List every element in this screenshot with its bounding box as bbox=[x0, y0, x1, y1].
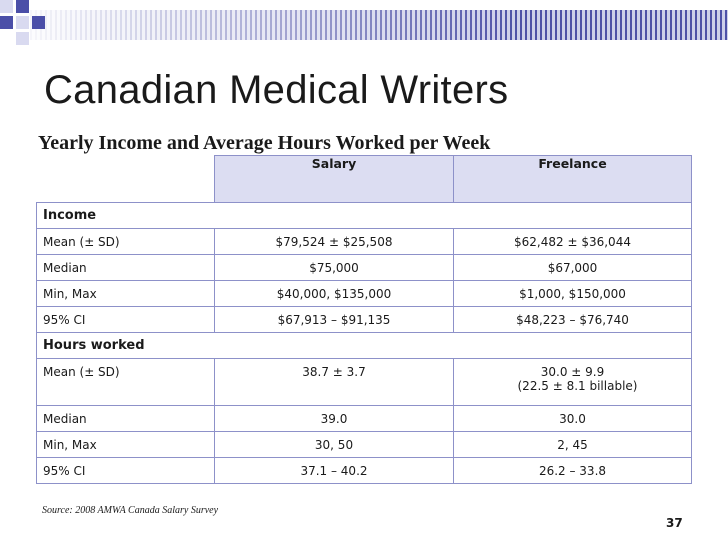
salary-cell: 38.7 ± 3.7 bbox=[215, 359, 454, 406]
header-blank-cell bbox=[37, 156, 215, 203]
column-header-salary: Salary bbox=[215, 156, 454, 203]
salary-cell: $75,000 bbox=[215, 255, 454, 281]
freelance-cell: $48,223 – $76,740 bbox=[454, 307, 692, 333]
table-row bbox=[37, 432, 692, 458]
decorative-top-stripe bbox=[30, 10, 728, 40]
table-row bbox=[37, 406, 692, 432]
row-label: Min, Max bbox=[37, 432, 215, 458]
freelance-value: 30.0 ± 9.9 bbox=[540, 365, 605, 379]
freelance-billable-note: (22.5 ± 8.1 billable) bbox=[517, 379, 638, 393]
row-label: Min, Max bbox=[37, 281, 215, 307]
table-row bbox=[37, 359, 692, 406]
data-table bbox=[36, 155, 692, 484]
table-row bbox=[37, 307, 692, 333]
decorative-corner-squares bbox=[0, 0, 50, 48]
salary-cell: 39.0 bbox=[215, 406, 454, 432]
row-label: 95% CI bbox=[37, 307, 215, 333]
section-label: Hours worked bbox=[37, 333, 692, 359]
section-label: Income bbox=[37, 203, 692, 229]
salary-cell: 37.1 – 40.2 bbox=[215, 458, 454, 484]
freelance-cell: 26.2 – 33.8 bbox=[454, 458, 692, 484]
page-subtitle: Yearly Income and Average Hours Worked per Week bbox=[38, 132, 491, 154]
source-note: Source: 2008 AMWA Canada Salary Survey bbox=[42, 505, 219, 516]
table-row bbox=[37, 281, 692, 307]
column-header-freelance: Freelance bbox=[454, 156, 692, 203]
row-label: Median bbox=[37, 406, 215, 432]
section-row-income bbox=[37, 203, 692, 229]
table-row bbox=[37, 229, 692, 255]
table-row bbox=[37, 458, 692, 484]
row-label: Median bbox=[37, 255, 215, 281]
table-header-row bbox=[37, 156, 692, 203]
row-label: Mean (± SD) bbox=[37, 359, 215, 406]
salary-cell: 30, 50 bbox=[215, 432, 454, 458]
section-row-hours-worked bbox=[37, 333, 692, 359]
freelance-cell: $67,000 bbox=[454, 255, 692, 281]
table-row bbox=[37, 255, 692, 281]
freelance-cell: $62,482 ± $36,044 bbox=[454, 229, 692, 255]
freelance-cell: $1,000, $150,000 bbox=[454, 281, 692, 307]
freelance-cell: 30.0 bbox=[454, 406, 692, 432]
row-label: Mean (± SD) bbox=[37, 229, 215, 255]
salary-cell: $79,524 ± $25,508 bbox=[215, 229, 454, 255]
row-label: 95% CI bbox=[37, 458, 215, 484]
page-number: 37 bbox=[666, 516, 683, 530]
salary-cell: $67,913 – $91,135 bbox=[215, 307, 454, 333]
page-title: Canadian Medical Writers bbox=[44, 68, 509, 112]
freelance-cell: 2, 45 bbox=[454, 432, 692, 458]
salary-cell: $40,000, $135,000 bbox=[215, 281, 454, 307]
freelance-cell bbox=[454, 359, 692, 406]
